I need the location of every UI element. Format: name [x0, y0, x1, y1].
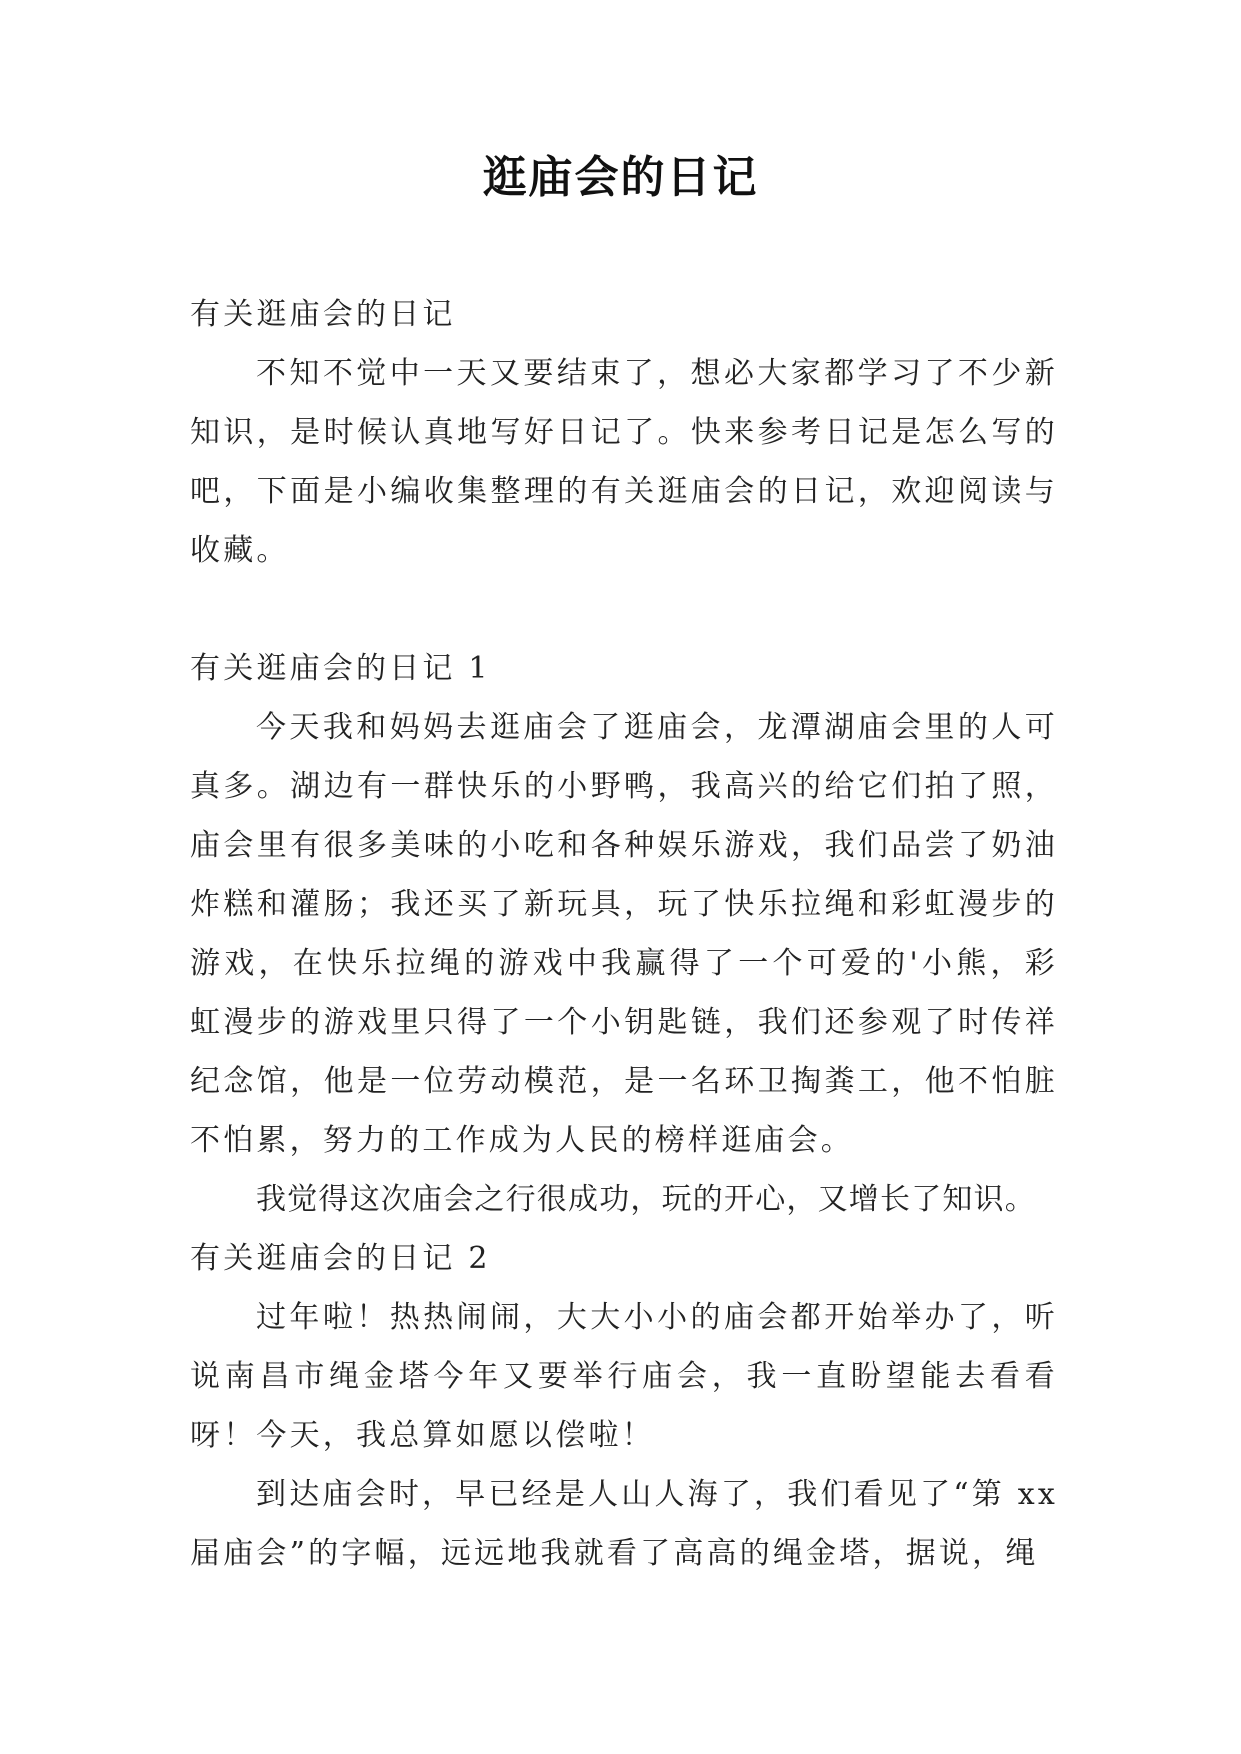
section2-paragraph-1: 过年啦！热热闹闹，大大小小的庙会都开始举办了，听说南昌市绳金塔今年又要举行庙会，我一直盼望能去看看呀！今天，我总算如愿以偿啦！	[190, 1300, 1058, 1453]
section2-heading: 有关逛庙会的日记 2	[190, 1241, 491, 1276]
section-spacer	[190, 580, 1058, 639]
intro-heading: 有关逛庙会的日记	[190, 297, 456, 332]
section1-heading: 有关逛庙会的日记 1	[190, 651, 491, 686]
document-body	[190, 285, 1058, 1583]
section1-paragraph-1: 今天我和妈妈去逛庙会了逛庙会，龙潭湖庙会里的人可真多。湖边有一群快乐的小野鸭，我高兴的给它们拍了照，庙会里有很多美味的小吃和各种娱乐游戏，我们品尝了奶油炸糕和灌肠；我还买了新玩具，玩了快乐拉绳和彩虹漫步的游戏，在快乐拉绳的游戏中我赢得了一个可爱的'小熊，彩虹漫步的游戏里只得了一个小钥匙链，我们还参观了时传祥纪念馆，他是一位劳动模范，是一名环卫掏粪工，他不怕脏不怕累，努力的工作成为人民的榜样逛庙会。	[190, 710, 1058, 1158]
document-title: 逛庙会的日记	[482, 152, 759, 203]
intro-paragraph: 不知不觉中一天又要结束了，想必大家都学习了不少新知识，是时候认真地写好日记了。快来参考日记是怎么写的吧，下面是小编收集整理的有关逛庙会的日记，欢迎阅读与收藏。	[190, 356, 1058, 568]
section1-paragraph-2: 我觉得这次庙会之行很成功，玩的开心，又增长了知识。	[256, 1182, 1036, 1217]
section2-paragraph-2: 到达庙会时，早已经是人山人海了，我们看见了“第 xx 届庙会”的字幅，远远地我就看了高高的绳金塔，据说，绳	[190, 1477, 1058, 1571]
